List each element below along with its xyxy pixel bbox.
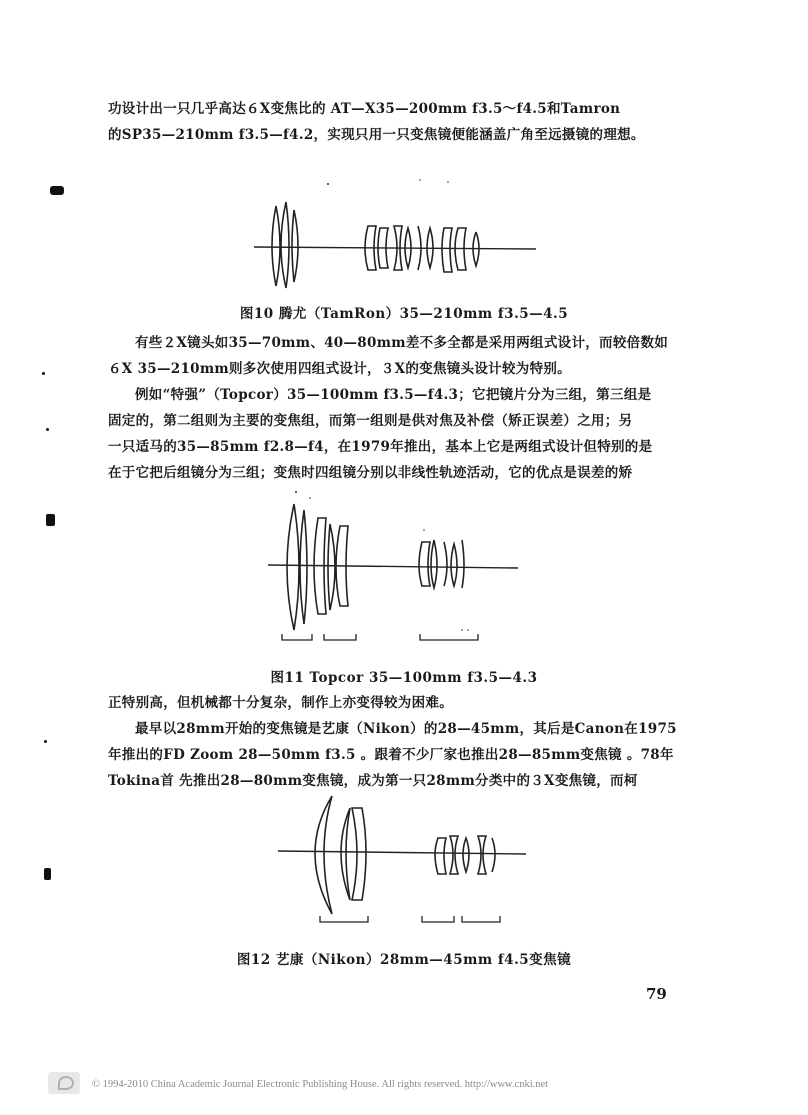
text-line: 固定的，第二组则为主要的变焦组，而第一组则是供对焦及补偿（矫正误差）之用；另 <box>108 413 633 429</box>
margin-speck <box>44 740 47 743</box>
figure-12-lens-diagram <box>274 790 534 940</box>
text-line: 年推出的FD Zoom 28—50mm f3.5 。跟着不少厂家也推出28—85mm变焦镜 。78年 <box>108 747 674 763</box>
paragraph-1 <box>108 96 688 148</box>
figure-11-caption: 图11 Topcor 35—100mm f3.5—4.3 <box>270 670 538 686</box>
figure-11-lens-diagram <box>266 488 526 656</box>
margin-speck <box>42 372 45 375</box>
text-line: 功设计出一只几乎高达６X变焦比的 AT—X35—200mm f3.5～f4.5和Tamron <box>108 101 621 117</box>
margin-speck <box>44 868 51 880</box>
text-line: 的SP35—210mm f3.5—f4.2，实现只用一只变焦镜便能涵盖广角至远摄镜的理想。 <box>108 127 645 143</box>
copyright-footer: © 1994-2010 China Academic Journal Electronic Publishing House. All rights reserved. http://www.cnki.net <box>92 1079 549 1090</box>
text-line: 在于它把后组镜分为三组；变焦时四组镜分别以非线性轨迹活动，它的优点是误差的矫 <box>108 465 633 481</box>
paragraph-4 <box>108 690 688 716</box>
margin-speck <box>50 186 64 195</box>
paragraph-3 <box>108 382 688 486</box>
figure-12-caption: 图12 艺康（Nikon）28mm—45mm f4.5变焦镜 <box>236 952 572 968</box>
figure-10-caption: 图10 腾尤（TamRon）35—210mm f3.5—4.5 <box>239 306 569 322</box>
text-line: 例如“特强”（Topcor）35—100mm f3.5—f4.3；它把镜片分为三组，第三组是 <box>135 387 652 403</box>
text-line: ６X 35—210mm则多次使用四组式设计，３X的变焦镜头设计较为特别。 <box>108 361 571 377</box>
paragraph-5 <box>108 716 688 794</box>
margin-speck <box>46 514 55 526</box>
text-line: 有些２X镜头如35—70mm、40—80mm差不多全都是采用两组式设计，而较倍数如 <box>135 335 669 351</box>
text-line: 最早以28mm开始的变焦镜是艺康（Nikon）的28—45mm，其后是Canon在1975 <box>135 721 677 737</box>
text-line: 正特别高，但机械都十分复杂，制作上亦变得较为困难。 <box>108 695 453 711</box>
text-line: 一只适马的35—85mm f2.8—f4，在1979年推出，基本上它是两组式设计但特别的是 <box>108 439 653 455</box>
text-line: Tokina首 先推出28—80mm变焦镜，成为第一只28mm分类中的３X变焦镜，而柯 <box>108 773 638 789</box>
cnki-logo <box>48 1072 80 1094</box>
paragraph-2 <box>108 330 688 382</box>
margin-speck <box>46 428 49 431</box>
figure-10-lens-diagram <box>250 176 550 294</box>
page-number: 79 <box>646 985 667 1003</box>
